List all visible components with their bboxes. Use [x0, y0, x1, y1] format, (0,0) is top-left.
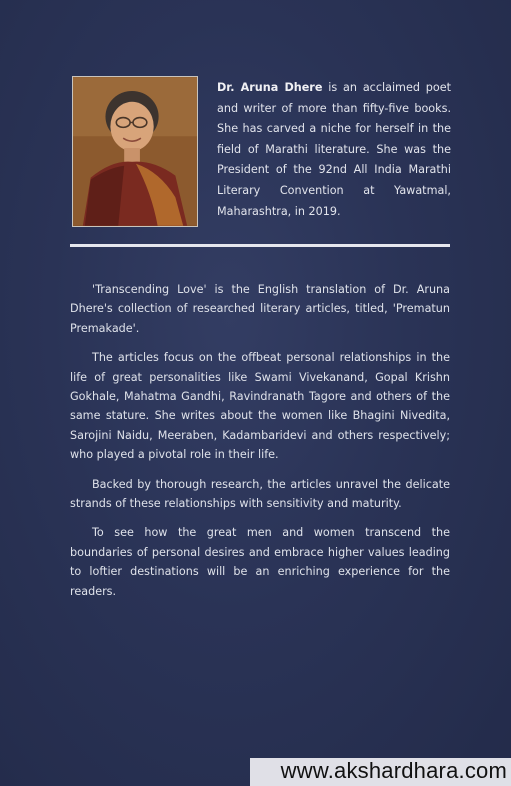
author-bio — [217, 78, 451, 222]
paragraph-3: Backed by thorough research, the articles unravel the delicate strands of these relationships with sensitivity and maturity. — [70, 477, 450, 511]
author-bio-text: is an acclaimed poet and writer of more than fifty-five books. She has carved a niche for herself in the field of Marathi literature. She was the President of the 92nd All India Marathi Literary Convention at Yawatmal, Maharashtra, in 2019. — [217, 81, 451, 218]
divider-rule — [70, 244, 450, 247]
author-name: Dr. Aruna Dhere — [217, 81, 323, 94]
watermark-text: www.akshardhara.com — [280, 758, 507, 783]
paragraph-4: To see how the great men and women transcend the boundaries of personal desires and embrace higher values leading to loftier destinations will be an enriching experience for the readers. — [70, 526, 450, 598]
author-photo — [72, 76, 198, 227]
paragraph-1: 'Transcending Love' is the English translation of Dr. Aruna Dhere's collection of researched literary articles, titled, 'Prematun Premakade'. — [70, 283, 450, 335]
paragraph-2: The articles focus on the offbeat personal relationships in the life of great personalities like Swami Vivekanand, Gopal Krishn Gokhale, Mahatma Gandhi, Ravindranath Tagore and others of the same stature. She writes about the women like Bhagini Nivedita, Sarojini Naidu, Meeraben, Kadambaridevi and others respectively; who played a pivotal role in their life. — [70, 351, 450, 462]
book-description — [70, 280, 450, 611]
author-portrait-icon — [73, 77, 197, 226]
